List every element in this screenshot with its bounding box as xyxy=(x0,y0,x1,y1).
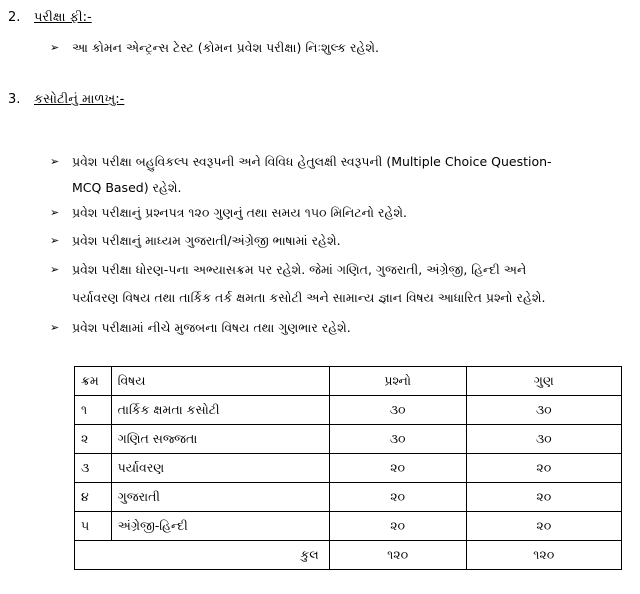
cell-questions: ૨૦ xyxy=(329,512,466,541)
table-row xyxy=(75,512,622,541)
section-3-heading xyxy=(8,92,124,107)
cell-marks: ૩૦ xyxy=(466,396,621,425)
total-label: કુલ xyxy=(75,541,330,570)
arrowhead-bullet-icon: ➢ xyxy=(50,155,60,168)
bullet-text: પ્રવેશ પરીક્ષા ધોરણ-૫ના અભ્યાસક્રમ પર રહેશે. જેમાં ગણિત, ગુજરાતી, અંગ્રેજી, હિન્દી અને xyxy=(72,262,527,277)
arrowhead-bullet-icon: ➢ xyxy=(50,263,60,276)
list-item xyxy=(50,258,626,282)
arrowhead-bullet-icon: ➢ xyxy=(50,321,60,334)
bullet-continuation: પર્યાવરણ વિષય તથા તાર્કિક તર્ક ક્ષમતા કસોટી અને સામાન્ય જ્ઞાન વિષય આધારિત પ્રશ્નો રહેશે. xyxy=(72,290,546,305)
section-3-number: 3. xyxy=(8,92,21,107)
list-item xyxy=(50,150,626,174)
cell-serial: ૨ xyxy=(75,425,112,454)
cell-serial: ૫ xyxy=(75,512,112,541)
cell-subject: પર્યાવરણ xyxy=(111,454,329,483)
list-item xyxy=(50,229,626,253)
total-marks: ૧૨૦ xyxy=(466,541,621,570)
header-subject: વિષય xyxy=(111,367,329,396)
section-2-number: 2. xyxy=(8,10,21,25)
section-3-title: કસોટીનું માળખુ:- xyxy=(34,92,125,107)
cell-subject: ગુજરાતી xyxy=(111,483,329,512)
list-item xyxy=(50,316,626,340)
subject-marks-table xyxy=(74,366,622,570)
cell-questions: ૨૦ xyxy=(329,454,466,483)
header-questions: પ્રશ્નો xyxy=(329,367,466,396)
bullet-continuation: MCQ Based) રહેશે. xyxy=(72,180,182,195)
arrowhead-bullet-icon: ➢ xyxy=(50,41,60,54)
cell-marks: ૩૦ xyxy=(466,425,621,454)
list-item xyxy=(50,36,626,60)
cell-serial: ૧ xyxy=(75,396,112,425)
cell-marks: ૨૦ xyxy=(466,512,621,541)
bullet-text: પ્રવેશ પરીક્ષા બહુવિકલ્પ સ્વરૂપની અને વિવિધ હેતુલક્ષી સ્વરૂપની (Multiple Choice Question- xyxy=(72,154,552,169)
bullet-text: પ્રવેશ પરીક્ષાનું માધ્યમ ગુજરાતી/અંગ્રેજી ભાષામાં રહેશે. xyxy=(72,233,341,248)
table-header-row xyxy=(75,367,622,396)
header-marks: ગુણ xyxy=(466,367,621,396)
table-row xyxy=(75,454,622,483)
cell-questions: ૩૦ xyxy=(329,425,466,454)
bullet-text: આ કોમન એન્ટ્રન્સ ટેસ્ટ (કોમન પ્રવેશ પરીક્ષા) નિઃશુલ્ક રહેશે. xyxy=(72,40,379,55)
bullet-text: પ્રવેશ પરીક્ષામાં નીચે મુજબના વિષય તથા ગુણભાર રહેશે. xyxy=(72,320,351,335)
cell-marks: ૨૦ xyxy=(466,483,621,512)
section-2-heading xyxy=(8,10,92,25)
cell-serial: ૩ xyxy=(75,454,112,483)
list-item xyxy=(50,201,626,225)
table-row xyxy=(75,396,622,425)
table-total-row xyxy=(75,541,622,570)
cell-subject: ગણિત સજ્જતા xyxy=(111,425,329,454)
arrowhead-bullet-icon: ➢ xyxy=(50,234,60,247)
section-2-title: પરીક્ષા ફી:- xyxy=(34,10,92,25)
cell-subject: અંગ્રેજી-હિન્દી xyxy=(111,512,329,541)
arrowhead-bullet-icon: ➢ xyxy=(50,206,60,219)
header-serial: ક્રમ xyxy=(75,367,112,396)
bullet-text: પ્રવેશ પરીક્ષાનું પ્રશ્નપત્ર ૧૨૦ ગુણનું તથા સમય ૧૫૦ મિનિટનો રહેશે. xyxy=(72,205,407,220)
cell-marks: ૨૦ xyxy=(466,454,621,483)
cell-serial: ૪ xyxy=(75,483,112,512)
table-row xyxy=(75,425,622,454)
cell-questions: ૨૦ xyxy=(329,483,466,512)
cell-subject: તાર્કિક ક્ષમતા કસોટી xyxy=(111,396,329,425)
cell-questions: ૩૦ xyxy=(329,396,466,425)
table-row xyxy=(75,483,622,512)
total-questions: ૧૨૦ xyxy=(329,541,466,570)
